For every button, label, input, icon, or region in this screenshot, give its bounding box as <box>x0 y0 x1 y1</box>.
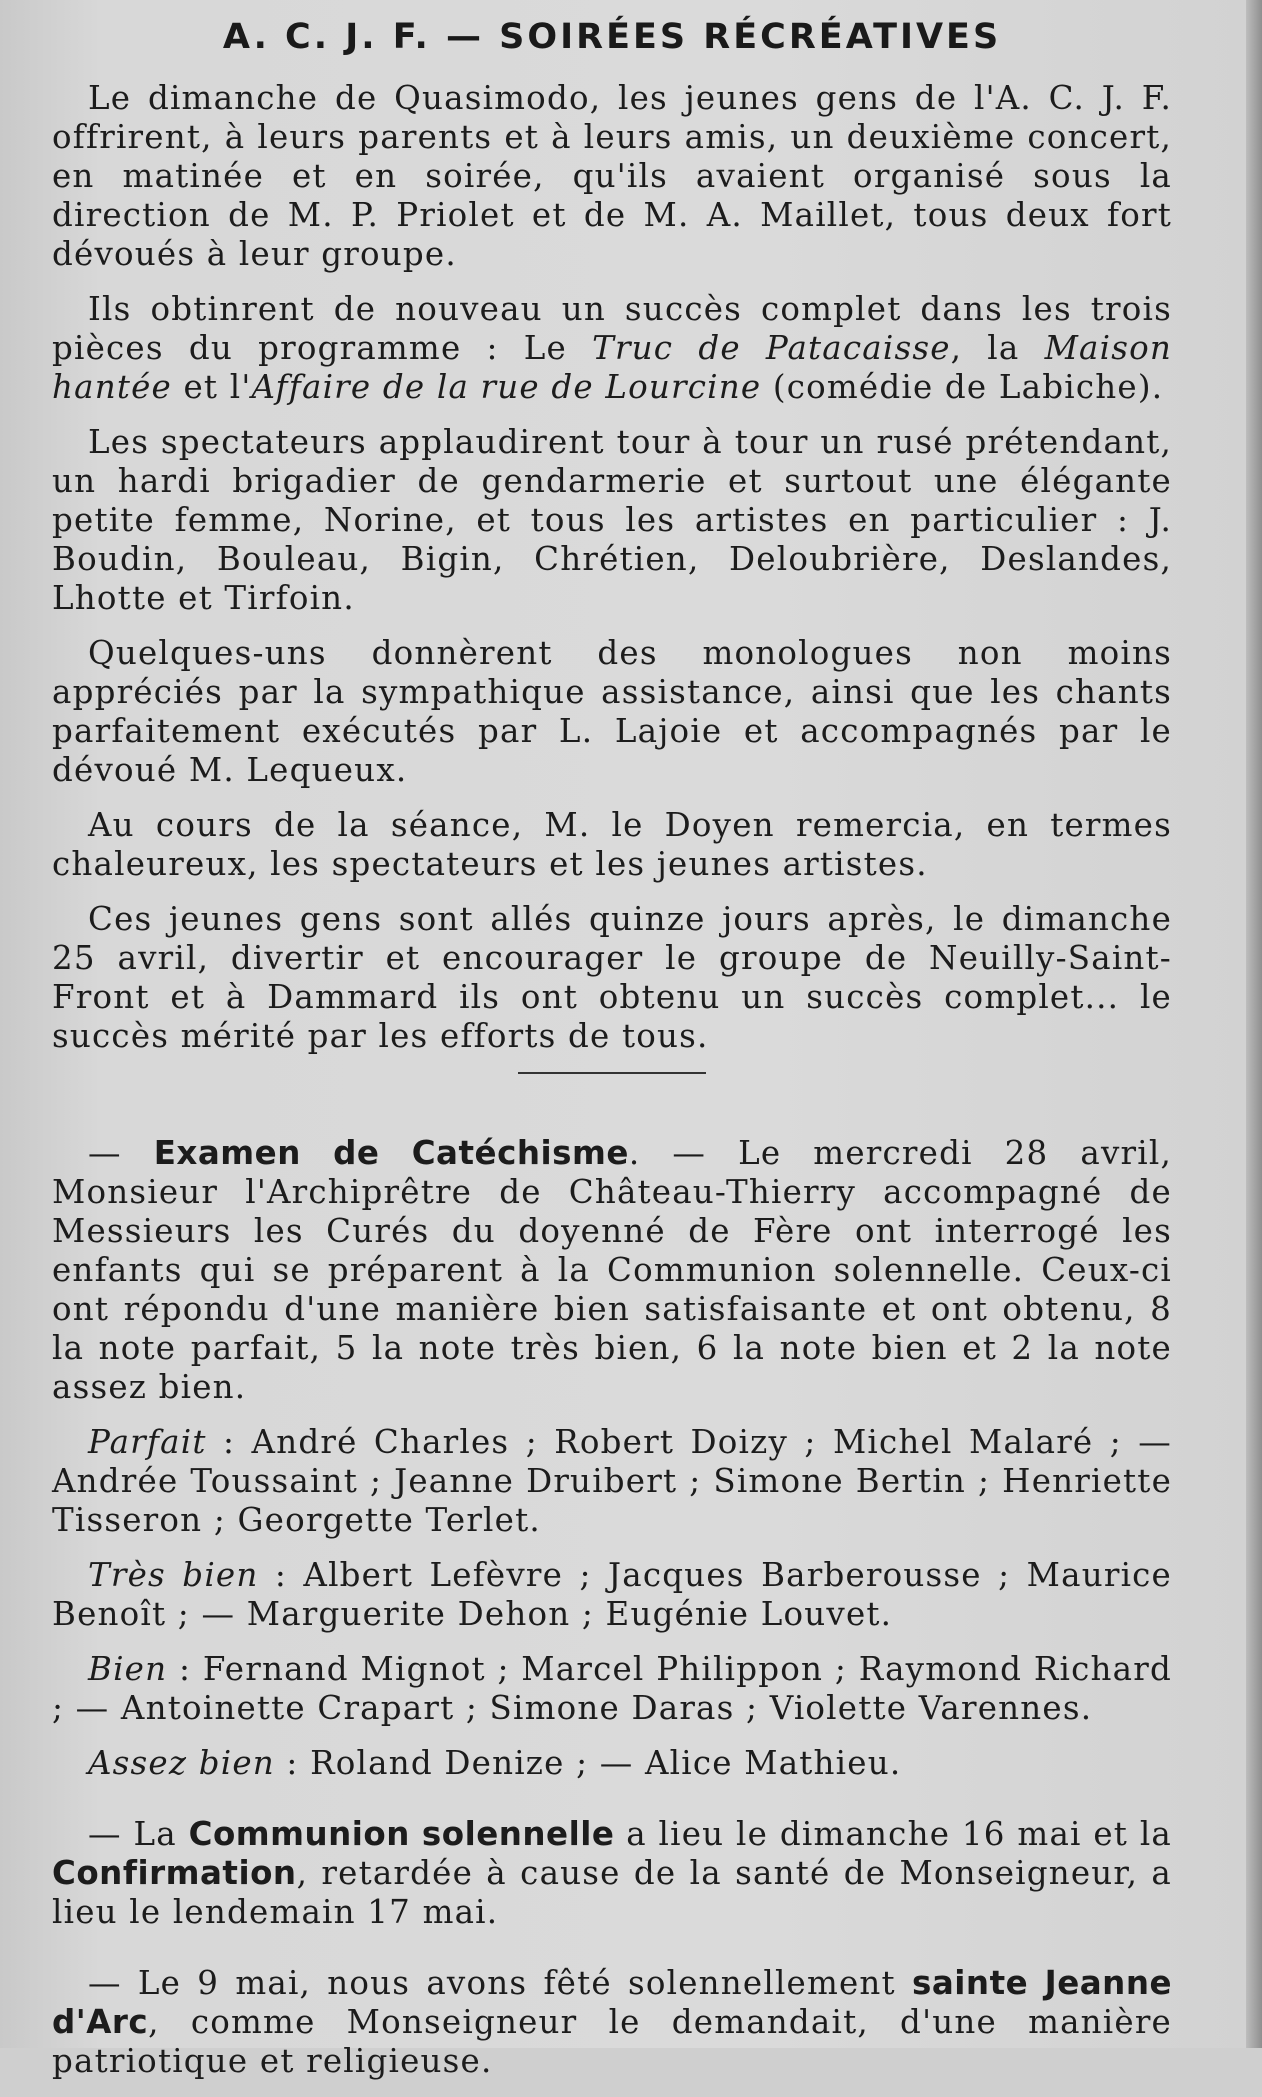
programme-end: (comédie de Labiche). <box>761 368 1164 406</box>
article-title: A. C. J. F. — SOIRÉES RÉCRÉATIVES <box>222 17 1002 57</box>
result-names: : Fernand Mignot ; Marcel Philippon ; Raymond Richard ; — Antoinette Crapart ; Simone Daras ; Violette Varennes. <box>52 1650 1172 1727</box>
result-label: Bien <box>88 1650 168 1688</box>
paragraph-monologues: Quelques-uns donnèrent des monologues non moins appréciés par la sympathique assistance, ainsi que les chants parfaitement exécutés par L. Lajoie et accompagnés par le dévoué M. Lequeux. <box>52 634 1172 789</box>
paragraph-exam <box>52 1134 1172 1407</box>
play-title-2: Maison hantée <box>52 329 1172 406</box>
programme-intro: Ils obtinrent de nouveau un succès complet dans les trois pièces du programme : Le <box>52 290 1172 367</box>
play-title-1: Truc de Patacaisse <box>592 329 951 367</box>
result-names: : André Charles ; Robert Doizy ; Michel Malaré ; — Andrée Toussaint ; Jeanne Druibert ; Simone Bertin ; Henriette Tisseron ; Georgette Terlet. <box>52 1423 1172 1539</box>
programme-sep-2: et l' <box>171 368 252 406</box>
communion-heading: Communion solennelle <box>188 1815 615 1853</box>
result-label: Très bien <box>88 1556 259 1594</box>
paragraph-concert: Le dimanche de Quasimodo, les jeunes gens de l'A. C. J. F. offrirent, à leurs parents et à leurs amis, un deuxième concert, en matinée et en soirée, qu'ils avaient organisé sous la direction de M. P. Priolet et de M. A. Maillet, tous deux fort dévoués à leur groupe. <box>52 79 1172 273</box>
programme-sep-1: , la <box>950 329 1045 367</box>
paragraph-programme <box>52 290 1172 407</box>
jeanne-text: , comme Monseigneur le demandait, d'une manière patriotique et religieuse. <box>52 2003 1172 2080</box>
result-label: Parfait <box>88 1423 207 1461</box>
communion-dash: — La <box>88 1815 189 1853</box>
paragraph-spectators: Les spectateurs applaudirent tour à tour un rusé prétendant, un hardi brigadier de gendarmerie et surtout une élégante petite femme, Norine, et tous les artistes en particulier : J. Boudin, Bouleau, Bigin, Chrétien, Deloubrière, Deslandes, Lhotte et Tirfoin. <box>52 423 1172 617</box>
confirmation-heading: Confirmation <box>52 1854 297 1892</box>
jeanne-intro: — Le 9 mai, nous avons fêté solennellement <box>88 1964 913 2002</box>
page-edge <box>1246 0 1262 2048</box>
section-divider <box>518 1072 706 1074</box>
result-parfait <box>52 1423 1172 1540</box>
paragraph-doyen: Au cours de la séance, M. le Doyen remercia, en termes chaleureux, les spectateurs et les jeunes artistes. <box>52 806 1172 883</box>
result-names: : Albert Lefèvre ; Jacques Barberousse ; Maurice Benoît ; — Marguerite Dehon ; Eugénie Louvet. <box>52 1556 1172 1633</box>
exam-dash: — <box>88 1134 154 1172</box>
result-bien <box>52 1650 1172 1728</box>
text-column <box>52 18 1172 2097</box>
result-assez-bien <box>52 1744 1172 1783</box>
exam-heading: Examen de Catéchisme <box>153 1134 629 1172</box>
paragraph-communion <box>52 1815 1172 1932</box>
paragraph-neuilly: Ces jeunes gens sont allés quinze jours après, le dimanche 25 avril, divertir et encourager le groupe de Neuilly-Saint-Front et à Dammard ils ont obtenu un succès complet... le succès mérité par les efforts de tous. <box>52 900 1172 1055</box>
result-tres-bien <box>52 1556 1172 1634</box>
jeanne-heading: sainte Jeanne d'Arc <box>52 1964 1172 2041</box>
paragraph-jeanne <box>52 1964 1172 2081</box>
communion-text: a lieu le dimanche 16 mai et la <box>614 1815 1173 1853</box>
result-names: : Roland Denize ; — Alice Mathieu. <box>274 1744 902 1782</box>
exam-body: . — Le mercredi 28 avril, Monsieur l'Archiprêtre de Château-Thierry accompagné de Messieurs les Curés du doyenné de Fère ont interrogé les enfants qui se préparent à la Communion solennelle. Ceux-ci ont répondu d'une manière bien satisfaisante et ont obtenu, 8 la note parfait, 5 la note très bien, 6 la note bien et 2 la note assez bien. <box>52 1134 1173 1406</box>
play-title-3: Affaire de la rue de Lourcine <box>251 368 762 406</box>
result-label: Assez bien <box>88 1744 275 1782</box>
confirmation-text: , retardée à cause de la santé de Monseigneur, a lieu le lendemain 17 mai. <box>52 1854 1172 1931</box>
